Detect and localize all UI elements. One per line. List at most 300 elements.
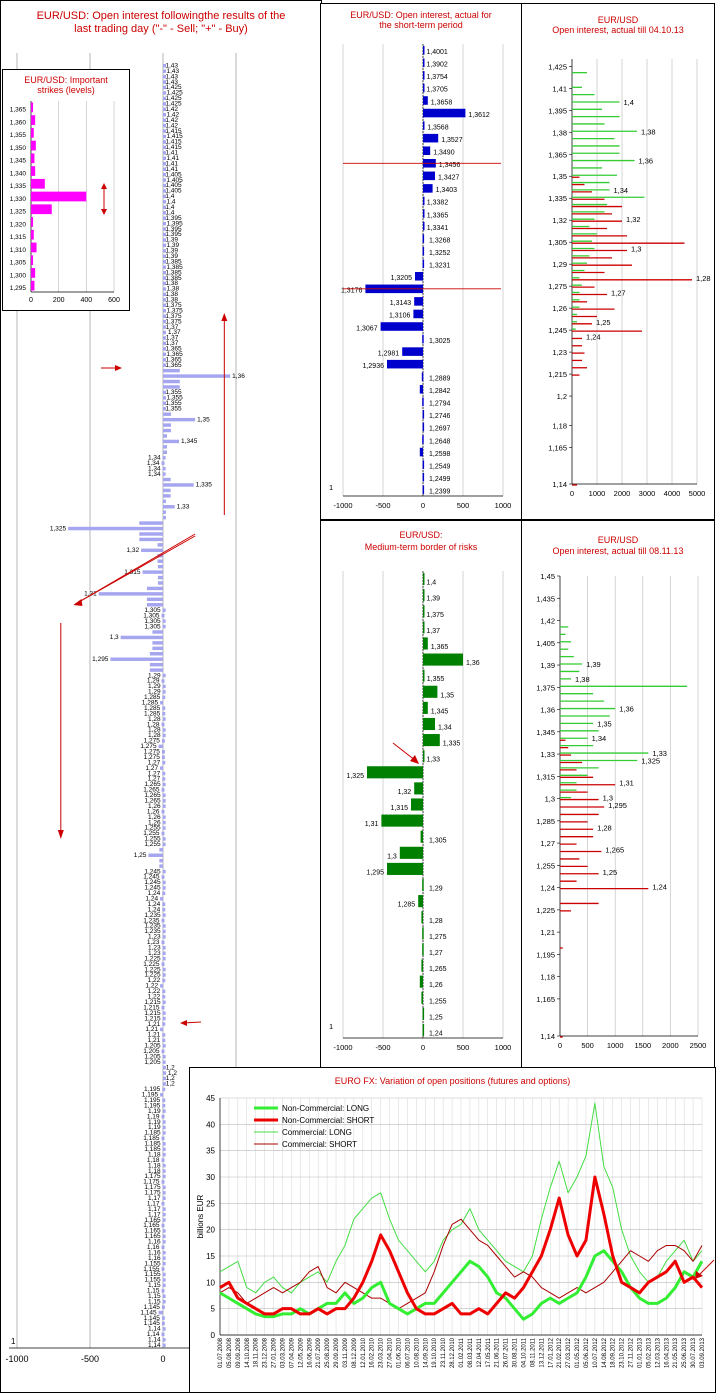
- main-bar: [163, 1001, 166, 1004]
- main-bar-label: 1,245: [143, 873, 160, 881]
- main-bar: [163, 1169, 166, 1172]
- main-bar: [163, 467, 166, 470]
- short-x-tick-label: 500: [456, 501, 470, 510]
- main-bar-label: 1,18: [147, 1151, 161, 1159]
- main-bar: [162, 1246, 165, 1249]
- main-bar-label: 1,265: [144, 797, 161, 805]
- short-bar-label: 1,3365: [426, 212, 449, 220]
- oi-0811-chart: [522, 521, 716, 1069]
- main-bar: [163, 489, 171, 492]
- oi2-bar-label: 1,39: [586, 660, 601, 670]
- main-red-arrow-head: [221, 313, 227, 321]
- medium-bar-label: 1,345: [430, 708, 449, 716]
- main-bar-label: 1,365: [166, 351, 183, 359]
- main-x-tick-label: 0: [160, 1354, 166, 1364]
- main-bar-label: 1,39: [165, 236, 179, 244]
- main-bar: [163, 1284, 166, 1287]
- cot-y-tick-label: 45: [206, 1094, 215, 1103]
- main-bar: [163, 1295, 166, 1298]
- main-bar-label: 1,295: [92, 655, 109, 663]
- main-bar-label: 1,29: [147, 688, 161, 696]
- oi1-y-tick-label: 1,14: [552, 480, 567, 489]
- cot-x-tick-label: 12.03.2013: [655, 1338, 662, 1369]
- medium-bar: [423, 686, 437, 698]
- inset-bar: [31, 192, 86, 202]
- main-bar-label: 1,145: [143, 1314, 160, 1322]
- cot-y-tick-label: 5: [210, 1304, 215, 1314]
- main-bar-label: 1,38: [165, 291, 179, 299]
- oi1-y-tick-label: 1,23: [552, 348, 567, 358]
- cot-y-tick-label: 0: [210, 1331, 215, 1340]
- medium-bar: [420, 976, 423, 988]
- short-x-tick-label: 1000: [494, 501, 512, 510]
- short-bar: [402, 347, 423, 356]
- cot-x-tick-label: 01.01.2013: [637, 1338, 644, 1369]
- main-bar-label: 1,365: [165, 356, 182, 364]
- oi-0410-panel: [521, 3, 715, 520]
- main-bar: [141, 549, 163, 552]
- main-bar-label: 1,42: [165, 106, 179, 114]
- oi1-y-tick-label: 1,165: [548, 443, 567, 453]
- medium-bar-label: 1,325: [346, 772, 364, 780]
- medium-bar-label: 1,28: [429, 917, 443, 925]
- oi2-bar-label: 1,35: [597, 719, 612, 729]
- inset-y-tick-label: 1,355: [9, 132, 26, 140]
- medium-bar: [421, 959, 423, 971]
- medium-bar-label: 1,24: [429, 1030, 443, 1038]
- main-bar-label: 1,365: [165, 345, 182, 353]
- short-term-chart: [321, 4, 523, 521]
- oi2-y-tick-label: 1,3: [544, 794, 555, 804]
- oi1-bar-label: 1,36: [638, 156, 654, 166]
- main-bar-label: 1,36: [232, 372, 245, 380]
- oi1-x-tick-label: 5000: [688, 489, 706, 498]
- main-bar-label: 1,26: [147, 802, 161, 810]
- main-bar-label: 1,22: [145, 982, 159, 990]
- oi-0811-title-line2: Open interest, actual till 08.11.13: [552, 546, 684, 556]
- main-bar-label: 1,28: [147, 715, 161, 723]
- main-bar-label: 1,26: [147, 819, 161, 827]
- inset-bar: [31, 141, 36, 151]
- main-bar: [162, 990, 165, 993]
- main-bar: [163, 440, 179, 443]
- main-bar: [163, 516, 166, 519]
- inset-x-tick-label: 600: [108, 297, 120, 304]
- inset-bar: [31, 255, 33, 265]
- main-bar: [160, 766, 163, 769]
- main-bar: [158, 559, 163, 562]
- cot-x-tick-label: 01.05.2012: [575, 1338, 582, 1369]
- medium-bar: [411, 798, 423, 810]
- main-bar: [163, 843, 166, 846]
- main-bar: [152, 641, 163, 644]
- oi1-y-tick-label: 1,26: [552, 304, 567, 314]
- medium-bar-label: 1,39: [426, 595, 441, 603]
- main-bar: [163, 1213, 166, 1216]
- main-bar: [163, 837, 166, 840]
- short-bar: [423, 247, 425, 256]
- oi-0410-chart: [522, 4, 716, 521]
- short-bar-label: 1,2936: [362, 362, 384, 370]
- main-bar: [162, 1158, 165, 1161]
- oi1-y-tick-label: 1,275: [548, 282, 567, 292]
- main-bar: [162, 903, 165, 906]
- medium-term-panel: [320, 520, 522, 1068]
- main-bar: [163, 1153, 166, 1156]
- main-bar: [162, 919, 165, 922]
- main-bar-label: 1,375: [166, 307, 183, 315]
- main-bar: [163, 783, 166, 786]
- main-bar: [162, 1115, 165, 1118]
- cot-x-tick-label: 21.07.2009: [316, 1338, 323, 1369]
- inset-y-tick-label: 1,340: [9, 170, 26, 178]
- main-bar: [160, 984, 163, 987]
- main-bar: [163, 505, 175, 508]
- main-bar-label: 1,165: [144, 1216, 161, 1224]
- main-bar-label: 1,185: [143, 1135, 160, 1143]
- main-bar: [139, 532, 163, 535]
- main-bar-label: 1,28: [146, 721, 160, 729]
- main-bar: [163, 881, 166, 884]
- main-bar: [163, 799, 166, 802]
- cot-x-tick-label: 09.09.2008: [235, 1338, 242, 1369]
- main-bar-label: 1,27: [147, 775, 161, 783]
- short-bar-label: 1,3456: [438, 162, 461, 170]
- medium-bar-label: 1,37: [426, 627, 441, 635]
- medium-bar: [421, 831, 423, 843]
- main-bar-label: 1,15: [147, 1292, 161, 1300]
- main-bar: [163, 1060, 166, 1063]
- oi-0410-title-line2: Open interest, actual till 04.10.13: [552, 25, 684, 35]
- inset-red-arrow-head: [101, 183, 107, 189]
- main-bar-label: 1,3: [109, 634, 119, 642]
- main-bar-label: 1,38: [165, 296, 179, 304]
- oi2-y-tick-label: 1,315: [536, 772, 555, 782]
- main-bar-label: 1,21: [147, 1037, 161, 1045]
- short-bar: [423, 109, 465, 118]
- main-bar: [162, 1088, 165, 1091]
- main-bar: [162, 1137, 165, 1140]
- main-bar-label: 1,22: [147, 993, 161, 1001]
- main-bar-label: 1,315: [124, 568, 141, 576]
- medium-term-title-line2: Medium-term border of risks: [364, 542, 478, 552]
- main-bar-label: 1,34: [146, 459, 160, 467]
- main-bar: [148, 854, 163, 857]
- inset-y-tick-label: 1,320: [9, 221, 26, 229]
- main-bar: [139, 521, 163, 524]
- main-bar-label: 1,31: [84, 590, 97, 598]
- oi2-bar-label: 1,265: [605, 845, 625, 855]
- short-bar: [423, 259, 425, 268]
- main-bar-label: 1,225: [144, 971, 161, 979]
- cot-x-tick-label: 04.10.2011: [521, 1338, 528, 1368]
- main-bar: [163, 1148, 166, 1151]
- main-bar: [162, 461, 165, 464]
- main-bar: [162, 696, 165, 699]
- cot-x-tick-label: 01.07.2008: [218, 1338, 224, 1369]
- main-bar: [162, 995, 165, 998]
- main-bar-label: 1,24: [147, 900, 161, 908]
- main-bar-label: 1,195: [143, 1086, 161, 1094]
- main-bar-label: 1,395: [165, 231, 182, 239]
- short-bar: [422, 398, 424, 407]
- oi1-y-tick-label: 1,245: [548, 326, 567, 336]
- main-bar: [163, 380, 180, 383]
- main-bar-label: 1,37: [165, 340, 179, 348]
- short-bar: [414, 297, 423, 306]
- main-bar-label: 1,34: [147, 470, 161, 478]
- main-bar: [162, 1039, 165, 1042]
- oi1-bar-label: 1,38: [641, 127, 656, 137]
- short-bar-label: 1,3231: [429, 262, 451, 270]
- main-bar-label: 1,155: [143, 1265, 160, 1273]
- main-bar: [162, 761, 165, 764]
- main-bar-label: 1,165: [144, 1227, 161, 1235]
- main-bar: [163, 1300, 166, 1303]
- oi2-bar-label: 1,295: [608, 801, 627, 810]
- short-bar: [423, 96, 428, 105]
- main-bar: [158, 565, 163, 568]
- short-bar-label: 1,3527: [441, 136, 463, 144]
- main-bar-label: 1,24: [147, 890, 161, 898]
- main-bar: [163, 1120, 166, 1123]
- main-bar-label: 1,16: [147, 1238, 161, 1246]
- main-bar: [68, 527, 163, 530]
- main-bar-label: 1,405: [165, 171, 182, 179]
- main-bar: [163, 1055, 166, 1058]
- main-bar-label: 1,14: [147, 1325, 161, 1333]
- medium-bar-label: 1,26: [429, 982, 443, 990]
- oi1-y-tick-label: 1,425: [548, 62, 567, 72]
- main-bar: [163, 494, 171, 497]
- main-bar-label: 1,41: [165, 165, 179, 173]
- main-bar-label: 1,255: [144, 835, 161, 843]
- main-bar-label: 1,395: [165, 225, 182, 233]
- cot-x-tick-label: 08.12.2009: [351, 1338, 358, 1369]
- inset-bar: [31, 115, 35, 125]
- main-bar-label: 1,355: [166, 394, 183, 402]
- oi2-bar-label: 1,25: [602, 867, 618, 877]
- medium-bar-label: 1,31: [364, 821, 379, 829]
- short-bar: [422, 335, 424, 344]
- medium-x-tick-label: 1000: [494, 1043, 512, 1052]
- main-bar: [162, 875, 165, 878]
- oi2-bar-label: 1,34: [591, 734, 607, 744]
- inset-y-tick-label: 1,330: [9, 195, 26, 203]
- cot-x-tick-label: 27.03.2012: [566, 1338, 573, 1369]
- main-bar: [163, 734, 166, 737]
- short-bar-label: 1,3568: [427, 124, 449, 132]
- cot-x-tick-label: 25.06.2013: [682, 1338, 689, 1369]
- main-bar: [162, 679, 165, 682]
- short-bar-label: 1,2794: [429, 400, 451, 408]
- main-bar-label: 1,305: [143, 612, 160, 620]
- cot-panel: [189, 1067, 716, 1393]
- main-bar: [163, 1240, 166, 1243]
- main-bar-label: 1,26: [146, 808, 160, 816]
- main-bar: [163, 483, 194, 486]
- cot-legend-label: Non-Commercial: LONG: [282, 1104, 370, 1113]
- cot-x-tick-label: 23.11.2010: [441, 1338, 448, 1368]
- main-bar: [162, 788, 165, 791]
- main-bar: [163, 1262, 166, 1265]
- main-bar: [163, 1142, 166, 1145]
- cot-x-tick-label: 03.11.2009: [342, 1338, 349, 1368]
- inset-bar: [31, 166, 35, 176]
- main-bar-label: 1,175: [144, 1184, 161, 1192]
- main-red-arrow-head: [180, 1020, 187, 1026]
- oi1-bar-label: 1,28: [696, 273, 711, 283]
- main-bar: [160, 897, 163, 900]
- main-bar-label: 1,16: [147, 1249, 161, 1257]
- short-extra-label: 1: [329, 483, 334, 492]
- short-bar: [420, 385, 423, 394]
- medium-bar-label: 1,27: [429, 949, 443, 957]
- short-term-panel: [320, 3, 522, 520]
- main-bar-label: 1,215: [144, 998, 161, 1006]
- main-bar: [152, 647, 163, 650]
- main-title-line1: EUR/USD: Open interest followingthe results of the: [36, 10, 286, 22]
- short-bar: [423, 423, 425, 432]
- main-bar: [139, 538, 163, 541]
- main-bar-label: 1,39: [166, 242, 180, 250]
- main-bar-label: 1,25: [133, 851, 147, 859]
- medium-bar: [423, 589, 425, 601]
- inset-y-tick-label: 1,305: [9, 259, 26, 267]
- main-bar: [163, 472, 166, 475]
- oi2-y-tick-label: 1,375: [536, 683, 555, 693]
- main-bar-label: 1,185: [144, 1145, 161, 1153]
- main-bar-label: 1,285: [141, 699, 159, 707]
- main-bar-label: 1,37: [167, 329, 181, 337]
- main-bar: [110, 657, 163, 660]
- main-bar-label: 1,43: [165, 78, 179, 86]
- main-bar-label: 1,385: [165, 269, 182, 277]
- oi1-y-tick-label: 1,305: [548, 238, 567, 248]
- cot-x-tick-label: 14.10.2008: [244, 1338, 251, 1369]
- main-bar-label: 1,225: [144, 966, 161, 974]
- main-bar-label: 1,29: [147, 683, 161, 691]
- short-bar-label: 1,3268: [429, 237, 451, 245]
- main-bar: [163, 423, 171, 426]
- short-bar: [423, 410, 425, 419]
- oi-0410-title-line1: EUR/USD: [597, 15, 639, 25]
- main-x-tick-label: -1000: [5, 1354, 29, 1364]
- main-bar-label: 1,235: [144, 928, 161, 936]
- important-strikes-panel: [2, 69, 130, 311]
- short-bar-label: 1,3106: [388, 312, 411, 320]
- oi2-y-tick-label: 1,24: [540, 883, 555, 893]
- main-bar: [158, 581, 163, 584]
- oi2-bar-label: 1,3: [602, 793, 614, 803]
- main-bar-label: 1,26: [147, 813, 161, 821]
- main-bar-label: 1,23: [146, 939, 160, 947]
- oi1-bar-label: 1,27: [611, 288, 626, 298]
- main-bar-label: 1,14: [147, 1342, 161, 1349]
- oi2-y-tick-label: 1,195: [536, 950, 555, 960]
- main-bar-label: 1,4: [165, 209, 175, 217]
- medium-bar-label: 1,265: [429, 966, 447, 974]
- main-bar: [163, 1109, 166, 1112]
- oi2-y-tick-label: 1,18: [540, 972, 555, 982]
- short-bar: [423, 172, 435, 181]
- main-bar-label: 1,23: [147, 944, 161, 952]
- medium-bar: [423, 605, 425, 617]
- inset-y-tick-label: 1,365: [9, 106, 26, 114]
- main-bar-label: 1,425: [166, 89, 183, 97]
- main-bar: [162, 1267, 165, 1270]
- oi2-x-tick-label: 500: [581, 1041, 594, 1050]
- medium-bar: [423, 637, 428, 649]
- main-bar-label: 1,165: [144, 1233, 161, 1241]
- main-bar: [99, 592, 163, 595]
- main-bar: [163, 1327, 166, 1330]
- cot-x-tick-label: 28.12.2010: [450, 1338, 457, 1369]
- medium-bar: [423, 621, 425, 633]
- cot-x-tick-label: 03.03.2009: [280, 1338, 287, 1369]
- main-bar-label: 1,265: [144, 781, 161, 789]
- main-bar: [163, 815, 166, 818]
- short-bar-label: 1,3025: [429, 337, 451, 345]
- oi2-bar-label: 1,31: [619, 778, 634, 788]
- main-bar: [163, 1256, 166, 1259]
- inset-bar: [31, 128, 34, 138]
- main-bar-label: 1,42: [165, 122, 179, 130]
- main-bar-label: 1,21: [147, 1020, 161, 1028]
- important-strikes-chart: [3, 70, 131, 312]
- main-red-arrow-head: [58, 830, 64, 839]
- main-bar: [162, 723, 165, 726]
- main-bar-label: 1,375: [165, 318, 182, 326]
- oi2-y-tick-label: 1,45: [540, 572, 555, 581]
- short-bar: [423, 197, 425, 206]
- main-bar-label: 1,185: [144, 1140, 161, 1148]
- main-bar: [163, 968, 166, 971]
- oi1-x-tick-label: 3000: [638, 489, 656, 498]
- oi2-bar-label: 1,24: [652, 882, 667, 892]
- main-bar-label: 1,38: [165, 280, 179, 288]
- main-bar: [163, 821, 166, 824]
- main-bar-label: 1,185: [144, 1129, 161, 1137]
- oi1-bar-label: 1,4: [623, 97, 634, 107]
- short-bar: [423, 71, 425, 80]
- short-bar: [423, 209, 425, 218]
- oi2-bar-label: 1,38: [575, 674, 590, 684]
- medium-bar-label: 1,355: [426, 676, 445, 684]
- medium-bar: [423, 734, 440, 746]
- main-bar-label: 1,405: [166, 176, 183, 184]
- short-bar: [423, 460, 425, 469]
- main-bar: [162, 707, 165, 710]
- main-bar-label: 1,155: [144, 1276, 161, 1284]
- main-bar: [162, 1322, 165, 1325]
- main-bar-label: 1,255: [143, 830, 160, 838]
- oi2-y-tick-label: 1,42: [540, 616, 555, 626]
- main-bar-label: 1,215: [143, 1004, 160, 1012]
- cot-x-tick-label: 14.08.2012: [601, 1338, 608, 1369]
- short-bar-label: 1,4001: [426, 49, 448, 57]
- main-bar: [162, 614, 165, 617]
- oi2-y-tick-label: 1,405: [536, 638, 555, 648]
- inset-y-tick-label: 1,310: [9, 246, 26, 254]
- main-bar: [163, 930, 166, 933]
- cot-x-tick-label: 03.09.2013: [700, 1338, 706, 1369]
- main-bar-label: 1,415: [165, 144, 182, 152]
- medium-bar: [421, 992, 423, 1004]
- cot-x-tick-label: 08.11.2011: [530, 1338, 537, 1368]
- main-bar: [162, 772, 165, 775]
- main-bar: [121, 636, 163, 639]
